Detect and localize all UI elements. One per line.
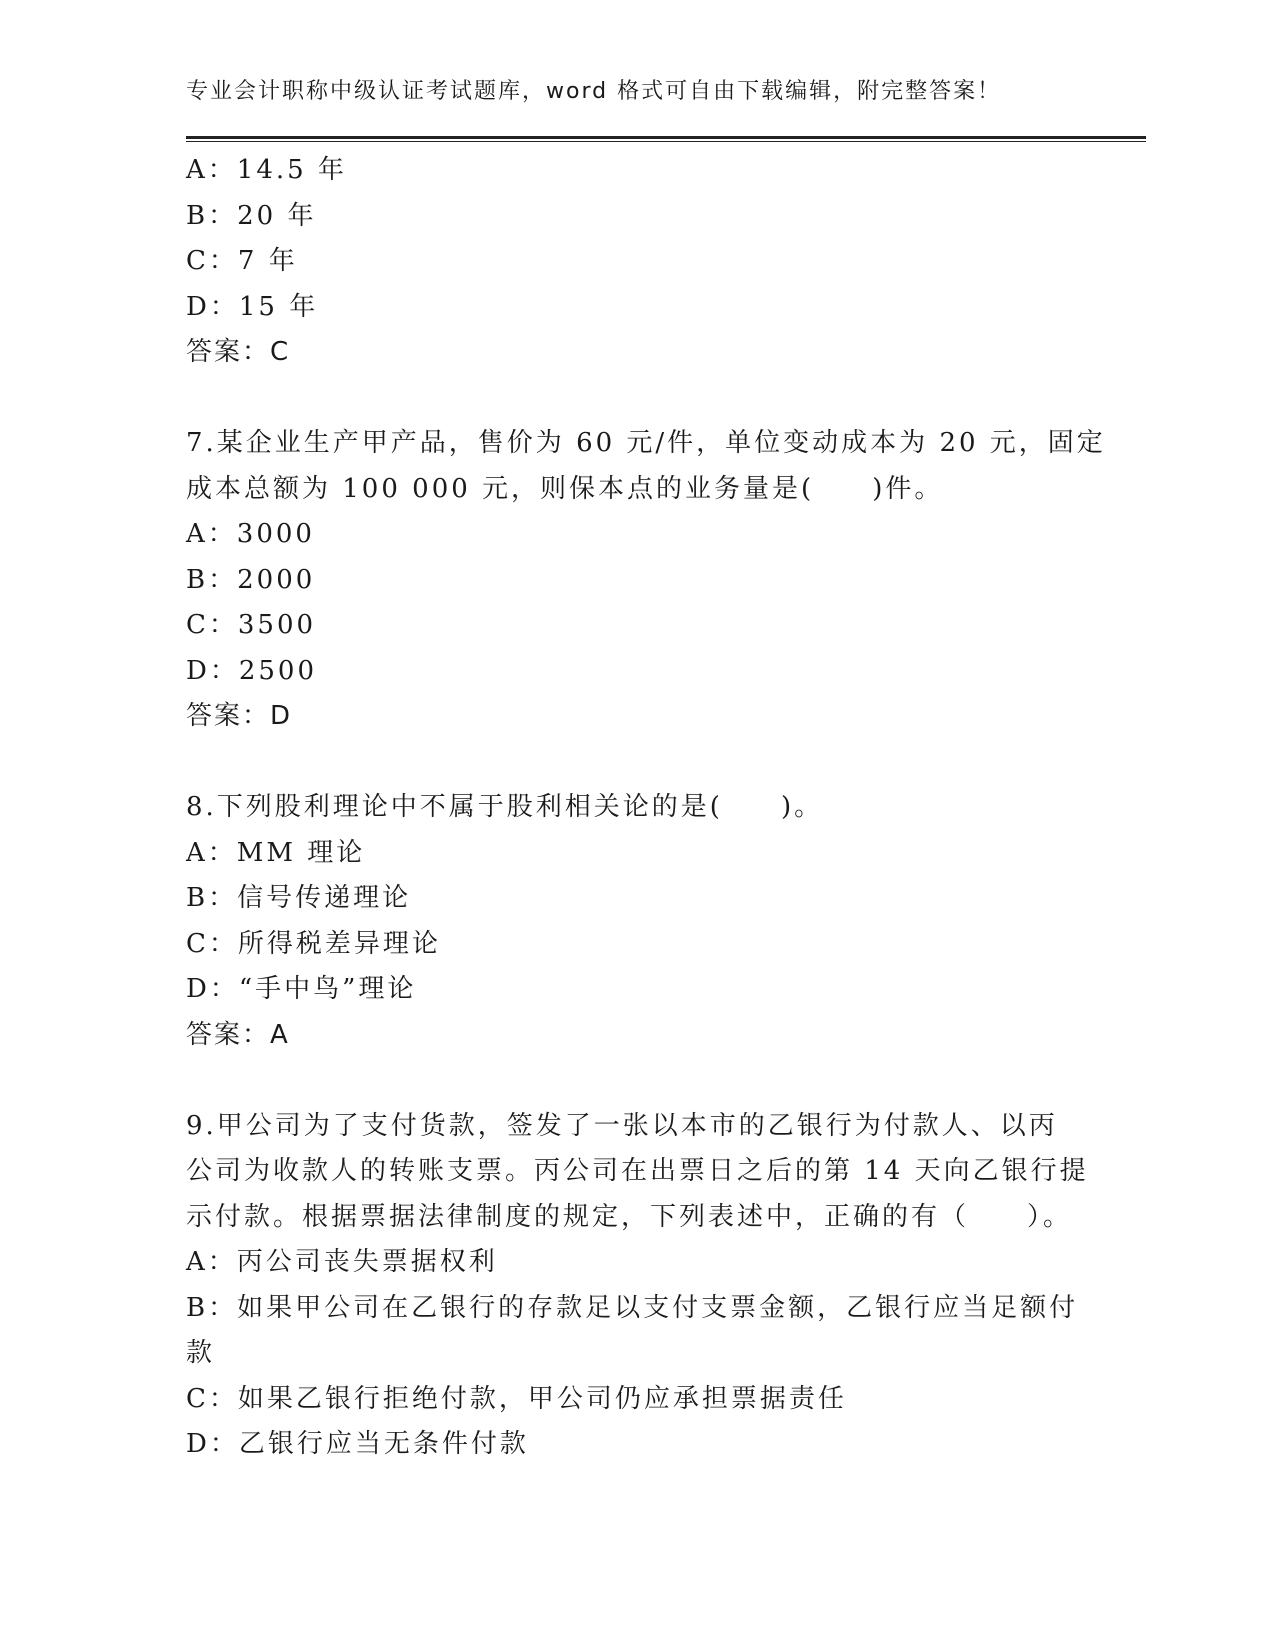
option-d: D：2500 <box>186 655 318 686</box>
header-rule <box>186 136 1146 142</box>
document-body <box>186 148 1146 1468</box>
option-b: B：2000 <box>186 564 316 595</box>
answer: 答案：C <box>186 337 291 367</box>
option-a: A：3000 <box>186 519 315 549</box>
question-stem-line: 7.某企业生产甲产品，售价为 60 元/件，单位变动成本为 20 元，固定 <box>186 428 1106 458</box>
option-d: D：“手中鸟”理论 <box>186 974 417 1004</box>
document-page <box>186 70 1146 1468</box>
question-8 <box>186 785 1146 1058</box>
question-stem-line: 示付款。根据票据法律制度的规定，下列表述中，正确的有（ ）。 <box>186 1201 1073 1232</box>
option-c: C：如果乙银行拒绝付款，甲公司仍应承担票据责任 <box>186 1383 847 1414</box>
option-c: C：7 年 <box>186 246 298 276</box>
answer: 答案：D <box>186 701 293 731</box>
option-b-continued: 款 <box>186 1338 216 1368</box>
option-d: D：15 年 <box>186 291 319 322</box>
option-c: C：所得税差异理论 <box>186 928 441 959</box>
option-b: B：信号传递理论 <box>186 883 412 913</box>
option-a: A：MM 理论 <box>186 837 366 868</box>
question-stem-line: 成本总额为 100 000 元，则保本点的业务量是( )件。 <box>186 473 944 504</box>
option-a: A：丙公司丧失票据权利 <box>186 1247 498 1277</box>
option-b: B：如果甲公司在乙银行的存款足以支付支票金额，乙银行应当足额付 <box>186 1292 1079 1323</box>
question-stem-line: 公司为收款人的转账支票。丙公司在出票日之后的第 14 天向乙银行提 <box>186 1156 1089 1186</box>
question-9 <box>186 1104 1146 1468</box>
answer: 答案：A <box>186 1019 290 1050</box>
question-6-continued <box>186 148 1146 376</box>
spacer <box>186 1058 1146 1104</box>
page-header: 专业会计职称中级认证考试题库，word 格式可自由下载编辑，附完整答案！ <box>186 79 1002 104</box>
option-b: B：20 年 <box>186 200 317 231</box>
question-stem-line: 9.甲公司为了支付货款，签发了一张以本市的乙银行为付款人、以丙 <box>186 1110 1058 1141</box>
spacer <box>186 376 1146 422</box>
spacer <box>186 740 1146 786</box>
option-c: C：3500 <box>186 610 317 640</box>
option-a: A：14.5 年 <box>186 155 347 185</box>
question-stem-line: 8.下列股利理论中不属于股利相关论的是( )。 <box>186 792 824 822</box>
question-7 <box>186 421 1146 740</box>
option-d: D：乙银行应当无条件付款 <box>186 1429 529 1459</box>
